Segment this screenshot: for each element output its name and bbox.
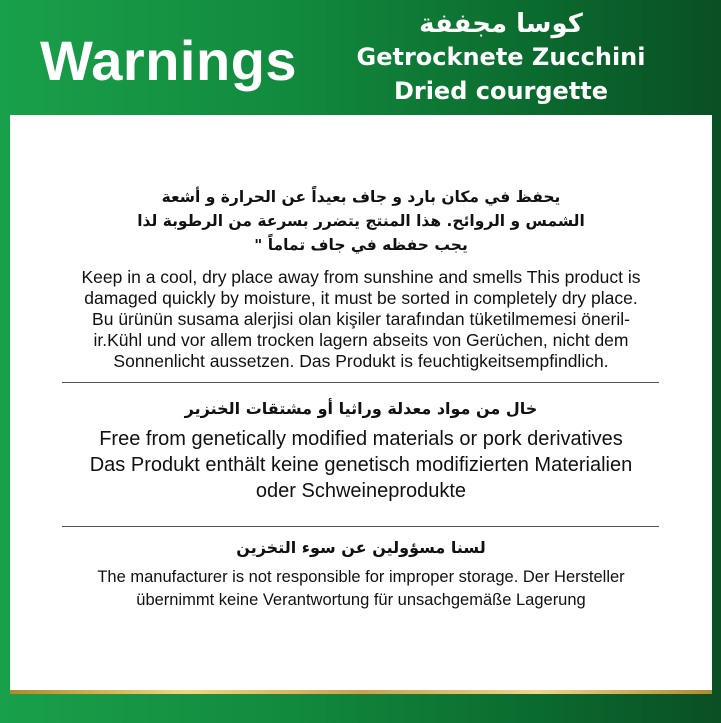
gmo-line: Das Produkt enthält keine genetisch modifizierten Materialien — [89, 454, 633, 476]
gmo-line: Free from genetically modified materials or pork derivatives — [99, 428, 623, 450]
storage-line: Sonnenlicht aussetzen. Das Produkt is feuchtigkeitsempfindlich. — [113, 351, 609, 371]
gmo-arabic: خال من مواد معدلة وراثيا أو مشتقات الخنزير — [184, 399, 538, 418]
storage-text — [10, 267, 712, 372]
product-name — [336, 8, 666, 108]
divider — [62, 382, 659, 383]
gmo-section — [10, 397, 712, 504]
product-name-english: Dried courgette — [393, 77, 609, 105]
gmo-line: oder Schweineprodukte — [255, 480, 467, 502]
liability-section — [10, 536, 712, 612]
product-name-german: Getrocknete Zucchini — [356, 43, 646, 71]
storage-arabic: يحفظ في مكان بارد و جاف بعيداً عن الحرارة و أشعة الشمس و الروائح. هذا المنتج يتضرر بسرعة من الرطوبة لذا يجب حفظه في جاف تماماً " — [137, 188, 585, 254]
product-name-arabic: كوسا مجففة — [419, 9, 583, 39]
liability-line: übernimmt keine Verantwortung für unsachgemäße Lagerung — [136, 591, 586, 609]
gmo-text — [10, 426, 712, 504]
warnings-panel — [10, 115, 712, 690]
storage-section — [10, 185, 712, 372]
gold-border-strip — [10, 690, 712, 694]
header-banner — [0, 0, 721, 115]
storage-line: Keep in a cool, dry place away from sunshine and smells This product is — [81, 267, 641, 287]
storage-line: ir.Kühl und vor allem trocken lagern abseits von Gerüchen, nicht dem — [93, 330, 629, 350]
liability-line: The manufacturer is not responsible for improper storage. Der Hersteller — [97, 568, 625, 586]
page-title: Warnings — [40, 29, 298, 92]
storage-line: damaged quickly by moisture, it must be sorted in completely dry place. — [84, 288, 638, 308]
liability-arabic: لسنا مسؤولين عن سوء التخزين — [236, 538, 486, 557]
liability-text — [10, 566, 712, 612]
divider — [62, 526, 659, 527]
storage-line: Bu ürünün susama alerjisi olan kişiler tarafından tüketilmemesi öneril- — [92, 309, 630, 329]
